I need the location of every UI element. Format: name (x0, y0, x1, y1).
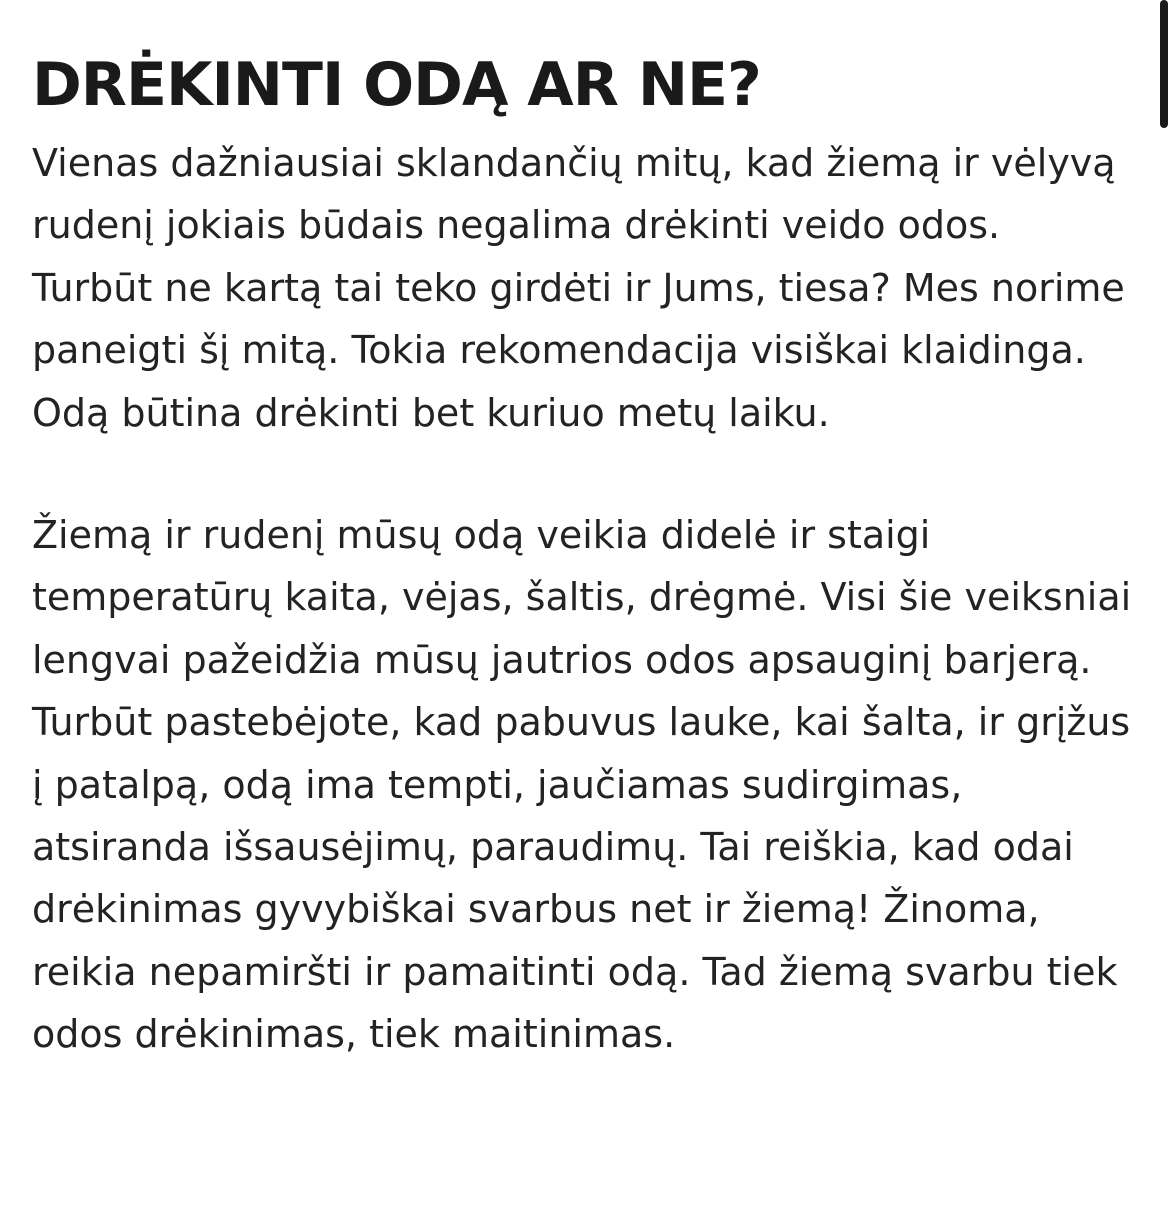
scrollbar-thumb[interactable] (1160, 0, 1168, 128)
article-paragraph: Vienas dažniausiai sklandančių mitų, kad žiemą ir vėlyvą rudenį jokiais būdais negalima drėkinti veido odos. Turbūt ne kartą tai teko girdėti ir Jums, tiesa? Mes norime paneigti šį mitą. Tokia rekomendacija visiškai klaidinga. Odą būtina drėkinti bet kuriuo metų laiku. (32, 141, 1125, 435)
article (32, 40, 1132, 1066)
scrollbar[interactable] (1158, 0, 1170, 1224)
article-title: DRĖKINTI ODĄ AR NE? (32, 50, 761, 120)
article-paragraph: Žiemą ir rudenį mūsų odą veikia didelė ir staigi temperatūrų kaita, vėjas, šaltis, drėgmė. Visi šie veiksniai lengvai pažeidžia mūsų jautrios odos apsauginį barjerą. Turbūt pastebėjote, kad pabuvus lauke, kai šalta, ir grįžus į patalpą, odą ima tempti, jaučiamas sudirgimas, atsiranda išsausėjimų, paraudimų. Tai reiškia, kad odai drėkinimas gyvybiškai svarbus net ir žiemą! Žinoma, reikia nepamiršti ir pamaitinti odą. Tad žiemą svarbu tiek odos drėkinimas, tiek maitinimas. (32, 513, 1132, 1057)
